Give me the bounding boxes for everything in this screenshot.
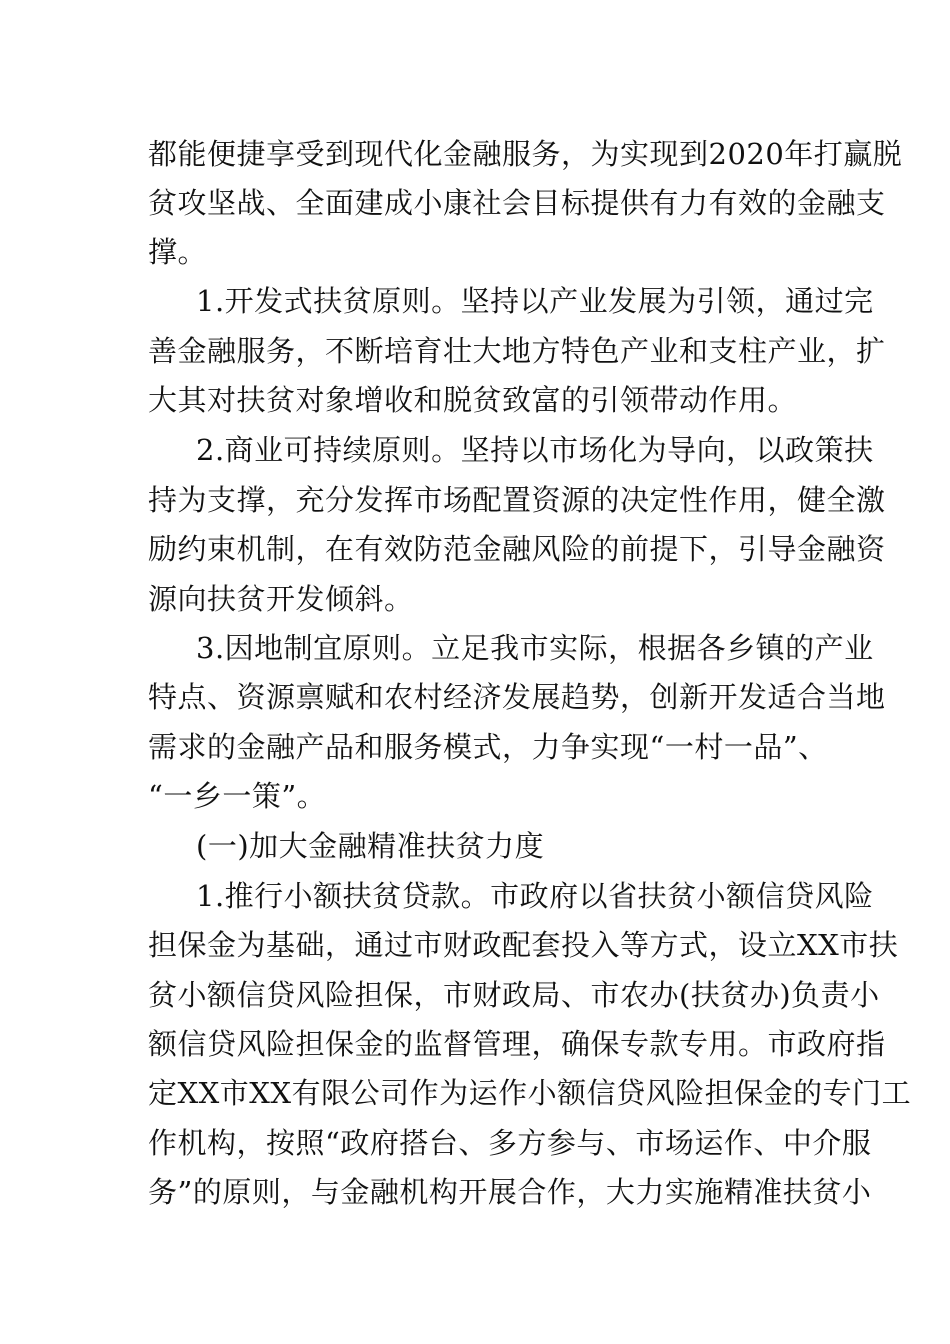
text-line: 额信贷风险担保金的监督管理，确保专款专用。市政府指 xyxy=(148,1027,886,1061)
text-line: 3.因地制宜原则。立足我市实际，根据各乡镇的产业 xyxy=(196,631,874,665)
text-line: 2.商业可持续原则。坚持以市场化为导向，以政策扶 xyxy=(196,433,874,467)
text-line: 都能便捷享受到现代化金融服务，为实现到2020年打赢脱 xyxy=(148,137,903,171)
text-line: 善金融服务，不断培育壮大地方特色产业和支柱产业，扩 xyxy=(148,334,886,368)
text-line: 务”的原则，与金融机构开展合作，大力实施精准扶贫小 xyxy=(148,1175,872,1209)
text-line: 担保金为基础，通过市财政配套投入等方式，设立XX市扶 xyxy=(148,928,899,962)
text-line: 特点、资源禀赋和农村经济发展趋势，创新开发适合当地 xyxy=(148,680,886,714)
text-line: 贫攻坚战、全面建成小康社会目标提供有力有效的金融支 xyxy=(148,186,886,220)
text-line: 需求的金融产品和服务模式，力争实现“一村一品”、 xyxy=(148,730,828,764)
text-line: 1.开发式扶贫原则。坚持以产业发展为引领，通过完 xyxy=(196,284,874,318)
text-line: 撑。 xyxy=(148,235,208,269)
text-line: 作机构，按照“政府搭台、多方参与、市场运作、中介服 xyxy=(148,1126,872,1160)
text-line: 大其对扶贫对象增收和脱贫致富的引领带动作用。 xyxy=(148,383,798,417)
text-line: 定XX市XX有限公司作为运作小额信贷风险担保金的专门工 xyxy=(148,1076,912,1110)
text-line: 持为支撑，充分发挥市场配置资源的决定性作用，健全激 xyxy=(148,483,886,517)
text-line: 励约束机制，在有效防范金融风险的前提下，引导金融资 xyxy=(148,532,886,566)
text-line: 源向扶贫开发倾斜。 xyxy=(148,582,414,616)
text-line: 1.推行小额扶贫贷款。市政府以省扶贫小额信贷风险 xyxy=(196,879,874,913)
text-line: “一乡一策”。 xyxy=(148,779,327,813)
text-line: 贫小额信贷风险担保，市财政局、市农办(扶贫办)负责小 xyxy=(148,978,880,1012)
section-heading: (一)加大金融精准扶贫力度 xyxy=(196,829,545,863)
